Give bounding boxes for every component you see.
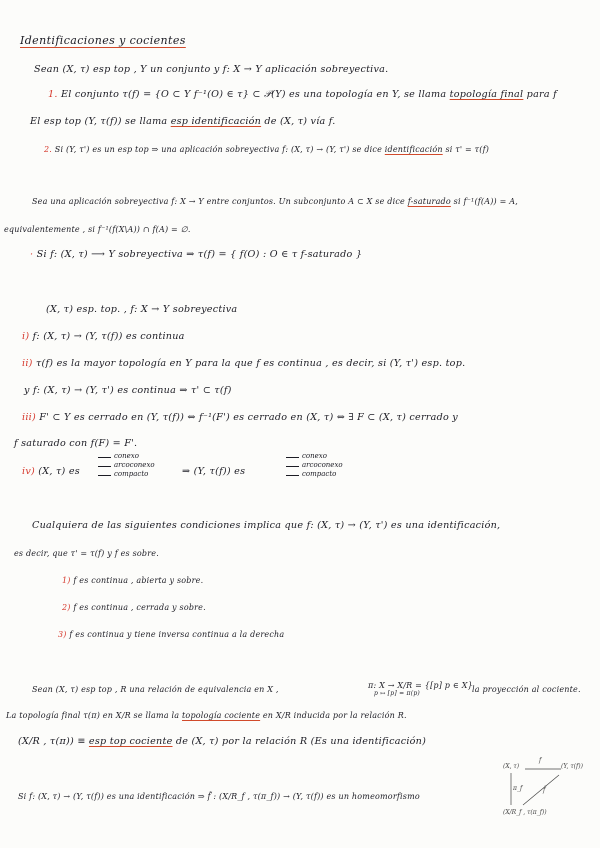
- property-iv-mid: ⇒ (Y, τ(f)) es: [182, 466, 246, 477]
- property-list-left: conexo arcoconexo compacto: [98, 452, 155, 479]
- page-title: Identificaciones y cocientes: [20, 34, 186, 47]
- condition-2: 2) f es continua , cerrada y sobre.: [62, 603, 206, 612]
- property-ii: ii) τ(f) es la mayor topología en Y para la que f es continua , es decir, si (Y, τ') esp. top.: [22, 358, 466, 369]
- projection-label: la proyección al cociente.: [472, 685, 581, 694]
- projection-map: π: X → X/R = {[p] p ∈ X}: [368, 681, 473, 690]
- property-list-right: conexo arcoconexo compacto: [286, 452, 343, 479]
- property-iii: iii) F' ⊂ Y es cerrado en (Y, τ(f)) ⇔ f⁻¹(F') es cerrado en (X, τ) ⇔ ∃ F ⊂ (X, τ) cerrado y: [22, 412, 458, 423]
- properties-intro: (X, τ) esp. top. , f: X → Y sobreyectiva: [46, 304, 238, 315]
- definition-2: 2. Si (Y, τ') es un esp top ⇒ una aplicación sobreyectiva f: (X, τ) → (Y, τ') se dice identificación si τ' = τ(f): [44, 145, 490, 154]
- property-iii-cont: f saturado con f(F) = F'.: [14, 438, 138, 449]
- saturated-equivalent: equivalentemente , si f⁻¹(f(X\A)) ∩ f(A) = ∅.: [4, 225, 191, 234]
- quotient-space: (X/R , τ(π)) ≡ esp top cociente de (X, τ) por la relación R (Es una identificación): [18, 736, 427, 747]
- quotient-topology: La topología final τ(π) en X/R se llama la topología cociente en X/R inducida por la relación R.: [6, 711, 407, 720]
- projection-map-sub: p ↦ [p] = π(p): [374, 690, 421, 697]
- conditions-intro-cont: es decir, que τ' = τ(f) y f es sobre.: [14, 549, 159, 558]
- definition-1: 1. El conjunto τ(f) = {O ⊂ Y f⁻¹(O) ∈ τ} ⊂ 𝒫(Y) es una topología en Y, se llama topología final para f: [48, 89, 557, 100]
- f-tilde-arrow: [523, 775, 559, 805]
- conditions-intro: Cualquiera de las siguientes condiciones implica que f: (X, τ) → (Y, τ') es una identificación,: [32, 520, 501, 531]
- diagram-diag-arrow: f̃: [543, 787, 546, 794]
- saturated-property: · Si f: (X, τ) ⟶ Y sobreyectiva ⇒ τ(f) = { f(O) : O ∈ τ f-saturado }: [30, 249, 363, 260]
- diagram-top-left: (X, τ): [503, 763, 520, 770]
- saturated-definition: Sea una aplicación sobreyectiva f: X → Y entre conjuntos. Un subconjunto A ⊂ X se dice f-saturado si f⁻¹(f(A)) = A,: [32, 197, 518, 206]
- diagram-bottom: (X/R_f , τ(π_f)): [503, 809, 547, 816]
- diagram-left-arrow: π_f: [513, 785, 523, 792]
- homeomorphism-theorem: Si f: (X, τ) → (Y, τ(f)) es una identificación ⇒ f̃ : (X/R_f , τ(π_f)) → (Y, τ(f)) es un homeomorfismo: [18, 792, 420, 801]
- definition-1-cont: El esp top (Y, τ(f)) se llama esp identificación de (X, τ) vía f.: [30, 116, 336, 127]
- diagram-top-arrow: f: [539, 757, 542, 764]
- property-i: i) f: (X, τ) → (Y, τ(f)) es continua: [22, 331, 185, 342]
- condition-3: 3) f es continua y tiene inversa continua a la derecha: [58, 630, 285, 639]
- quotient-intro: Sean (X, τ) esp top , R una relación de equivalencia en X ,: [32, 685, 279, 694]
- definition-intro: Sean (X, τ) esp top , Y un conjunto y f: X → Y aplicación sobreyectiva.: [34, 64, 389, 75]
- condition-1: 1) f es continua , abierta y sobre.: [62, 576, 204, 585]
- property-iv: iv) (X, τ) es: [22, 466, 80, 477]
- property-ii-cont: y f: (X, τ) → (Y, τ') es continua ⇒ τ' ⊂ τ(f): [24, 385, 232, 396]
- diagram-top-right: (Y, τ(f)): [561, 763, 583, 770]
- commutative-diagram: [503, 757, 593, 823]
